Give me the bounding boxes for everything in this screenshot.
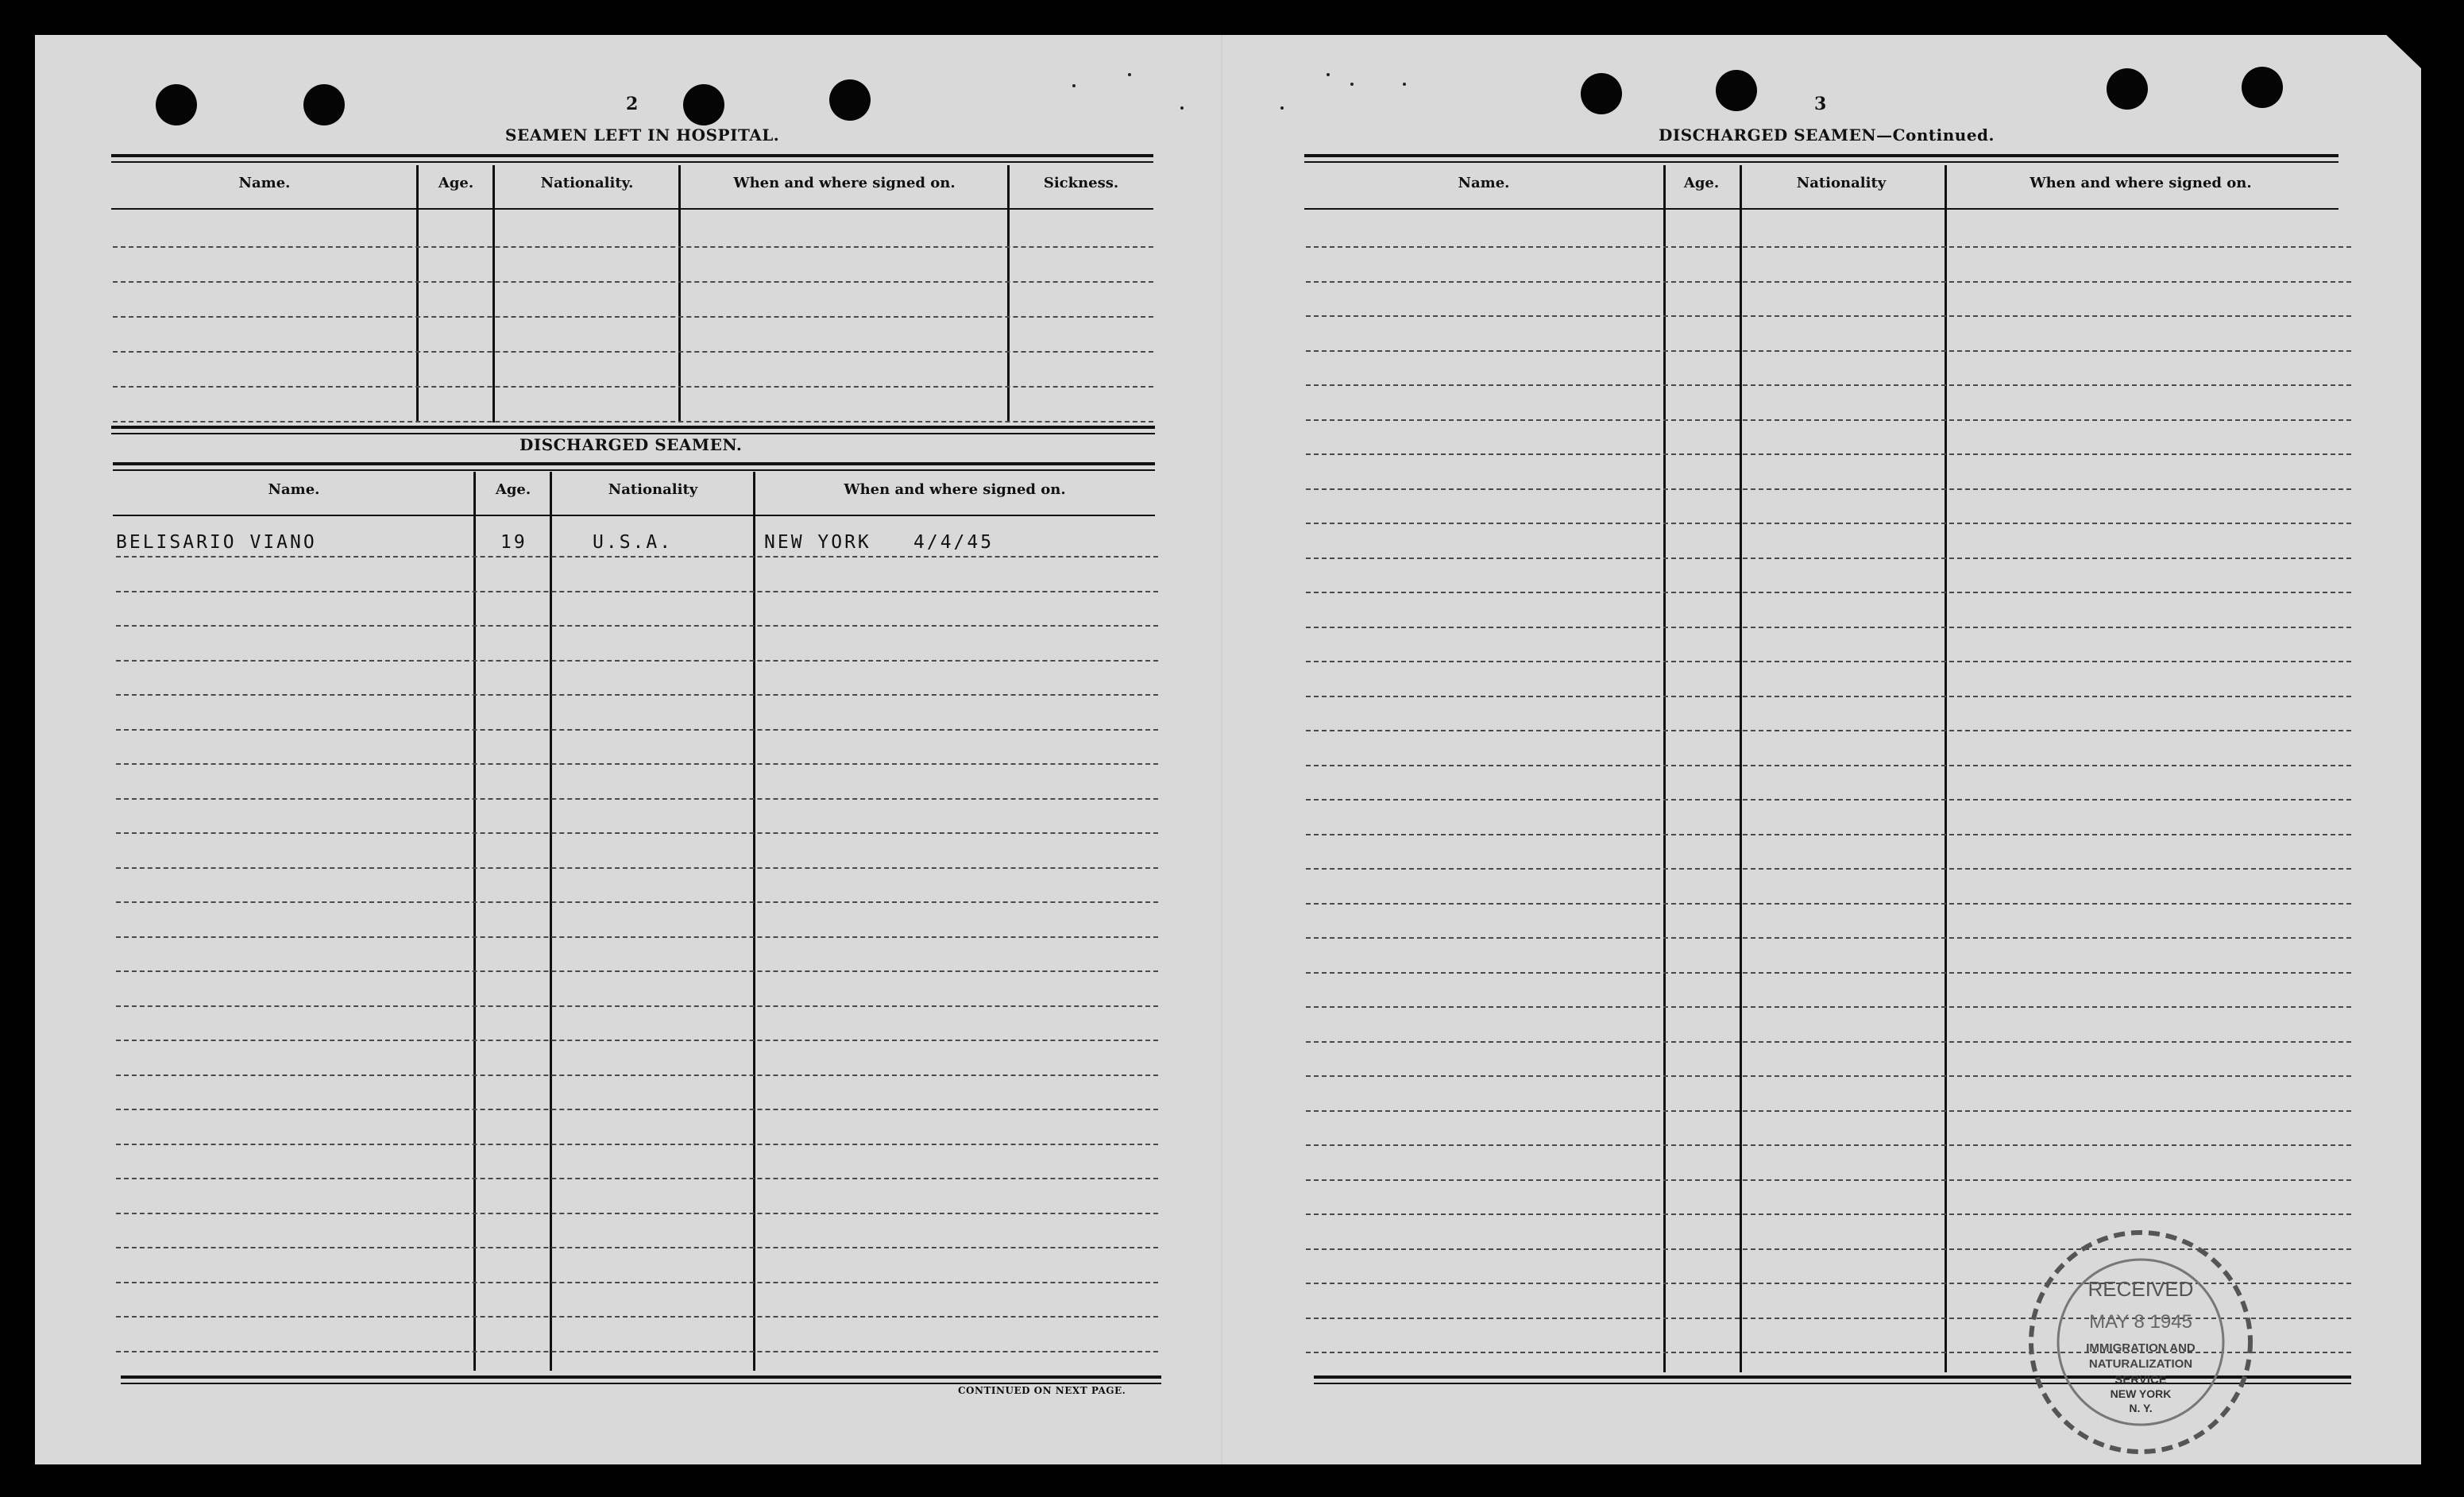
ruled-line — [1306, 834, 2351, 835]
ruled-line — [116, 1247, 1158, 1248]
ruled-line — [1306, 419, 2351, 421]
right-col-nationality: Nationality — [1796, 175, 1887, 191]
ruled-line — [1306, 1006, 2351, 1008]
ruled-line — [116, 660, 1158, 662]
ruled-line — [116, 1144, 1158, 1145]
ruled-line — [116, 694, 1158, 696]
ruled-line — [1306, 281, 2351, 283]
discharged-table-top-rule-2 — [113, 469, 1155, 471]
ruled-line — [1306, 765, 2351, 766]
stamp-line4: NATURALIZATION — [2088, 1357, 2193, 1371]
scan-speck — [1327, 73, 1330, 76]
hospital-table-bottom-rule — [111, 426, 1155, 429]
scan-speck — [1350, 83, 1354, 86]
hospital-col-sickness: Sickness. — [1043, 175, 1119, 191]
ruled-line — [113, 246, 1153, 248]
entry-name: BELISARIO VIANO — [116, 532, 317, 553]
discharged-col-divider — [753, 472, 755, 1371]
ruled-line — [1306, 1213, 2351, 1215]
binder-hole — [683, 84, 724, 125]
binder-hole — [1581, 73, 1622, 114]
hospital-table-top-rule-2 — [111, 161, 1153, 163]
ruled-line — [1306, 1144, 2351, 1146]
ruled-line — [1306, 661, 2351, 662]
ruled-line — [1306, 488, 2351, 490]
ruled-line — [1306, 1075, 2351, 1077]
hospital-col-nationality: Nationality. — [540, 175, 634, 191]
ruled-line — [116, 591, 1158, 592]
hospital-table-top-rule — [111, 154, 1153, 157]
right-col-divider — [1663, 165, 1666, 1372]
ruled-line — [1306, 315, 2351, 317]
ruled-line — [1306, 453, 2351, 455]
binder-hole — [2107, 68, 2148, 110]
discharged-table-bottom-rule — [121, 1375, 1161, 1379]
ruled-line — [116, 1040, 1158, 1041]
stamp-date: MAY 8 1945 — [2089, 1311, 2192, 1333]
scan-speck — [1072, 84, 1076, 87]
right-col-name: Name. — [1458, 175, 1510, 191]
hospital-header-rule — [111, 208, 1153, 210]
hospital-col-age: Age. — [438, 175, 474, 191]
ruled-line — [116, 798, 1158, 800]
right-col-divider — [1945, 165, 1947, 1372]
discharged-col-divider — [473, 472, 476, 1371]
ruled-line — [116, 1316, 1158, 1318]
hospital-col-name: Name. — [238, 175, 291, 191]
entry-nationality: U.S.A. — [593, 532, 674, 553]
right-col-divider — [1740, 165, 1742, 1372]
ruled-line — [1306, 627, 2351, 628]
discharged-table-bottom-rule-2 — [121, 1383, 1161, 1384]
page-fold — [1221, 35, 1222, 1464]
ruled-line — [116, 729, 1158, 731]
ruled-line — [116, 1075, 1158, 1076]
scan-speck — [1180, 106, 1184, 110]
page-number-right: 3 — [1814, 94, 1827, 114]
ruled-line — [116, 867, 1158, 869]
hospital-col-divider — [416, 165, 419, 422]
ruled-line — [1306, 730, 2351, 731]
right-table-top-rule — [1304, 154, 2338, 157]
discharged-col-signed-on: When and where signed on. — [844, 481, 1066, 498]
ruled-line — [1306, 558, 2351, 559]
discharged-col-nationality: Nationality — [608, 481, 698, 498]
stamp-line3: IMMIGRATION AND — [2086, 1341, 2196, 1355]
right-table-top-rule-2 — [1304, 161, 2338, 163]
continued-note: CONTINUED ON NEXT PAGE. — [958, 1385, 1126, 1396]
binder-hole — [2242, 67, 2283, 108]
ruled-line — [1306, 384, 2351, 386]
right-col-age: Age. — [1683, 175, 1720, 191]
binder-hole — [1716, 70, 1757, 111]
ruled-line — [1306, 799, 2351, 801]
ruled-line — [1306, 592, 2351, 593]
discharged-col-name: Name. — [268, 481, 320, 498]
ruled-line — [1306, 696, 2351, 697]
hospital-col-signed-on: When and where signed on. — [733, 175, 956, 191]
binder-hole — [156, 84, 197, 125]
entry-age: 19 — [500, 532, 527, 553]
ruled-line — [116, 556, 1158, 558]
discharged-section-title: DISCHARGED SEAMEN. — [519, 435, 743, 454]
received-stamp — [2018, 1223, 2272, 1461]
hospital-col-divider — [492, 165, 495, 422]
discharged-header-rule — [113, 515, 1155, 516]
stamp-line6: NEW YORK — [2110, 1387, 2172, 1400]
entry-signed-on-date: 4/4/45 — [913, 532, 994, 553]
stamp-line5: SERVICE — [2114, 1373, 2167, 1387]
binder-hole — [829, 79, 871, 121]
hospital-col-divider — [1007, 165, 1010, 422]
stamp-line7: N. Y. — [2129, 1402, 2153, 1414]
ruled-line — [116, 970, 1158, 972]
ruled-line — [1306, 903, 2351, 905]
ruled-line — [116, 936, 1158, 938]
stamp-received: RECEIVED — [2087, 1277, 2194, 1301]
ruled-line — [1306, 1041, 2351, 1043]
ruled-line — [116, 1005, 1158, 1007]
binder-hole — [303, 84, 345, 125]
ruled-line — [1306, 350, 2351, 352]
hospital-section-title: SEAMEN LEFT IN HOSPITAL. — [505, 125, 780, 145]
ruled-line — [1306, 868, 2351, 870]
ruled-line — [113, 316, 1153, 318]
discharged-continued-title: DISCHARGED SEAMEN—Continued. — [1659, 125, 1995, 145]
right-header-rule — [1304, 208, 2338, 210]
ruled-line — [1306, 1179, 2351, 1181]
ruled-line — [1306, 246, 2351, 248]
ruled-line — [116, 1178, 1158, 1179]
ruled-line — [116, 1282, 1158, 1283]
ruled-line — [116, 763, 1158, 765]
discharged-table-top-rule — [113, 462, 1155, 465]
ruled-line — [113, 281, 1153, 283]
scan-speck — [1128, 73, 1131, 76]
hospital-table-bottom-rule-2 — [111, 433, 1155, 434]
scan-speck — [1280, 106, 1284, 110]
ruled-line — [113, 421, 1153, 422]
ruled-line — [116, 625, 1158, 627]
page-number-left: 2 — [626, 94, 639, 114]
ruled-line — [116, 832, 1158, 834]
ruled-line — [116, 901, 1158, 903]
ruled-line — [113, 386, 1153, 388]
entry-signed-on-place: NEW YORK — [764, 532, 871, 553]
ruled-line — [116, 1109, 1158, 1110]
ruled-line — [116, 1213, 1158, 1214]
right-col-signed-on: When and where signed on. — [2030, 175, 2252, 191]
ruled-line — [1306, 937, 2351, 939]
discharged-col-age: Age. — [495, 481, 531, 498]
ruled-line — [113, 351, 1153, 353]
ruled-line — [1306, 972, 2351, 974]
hospital-col-divider — [678, 165, 681, 422]
ruled-line — [116, 1351, 1158, 1352]
scan-speck — [1403, 83, 1406, 86]
discharged-col-divider — [550, 472, 552, 1371]
ruled-line — [1306, 523, 2351, 524]
ruled-line — [1306, 1110, 2351, 1112]
